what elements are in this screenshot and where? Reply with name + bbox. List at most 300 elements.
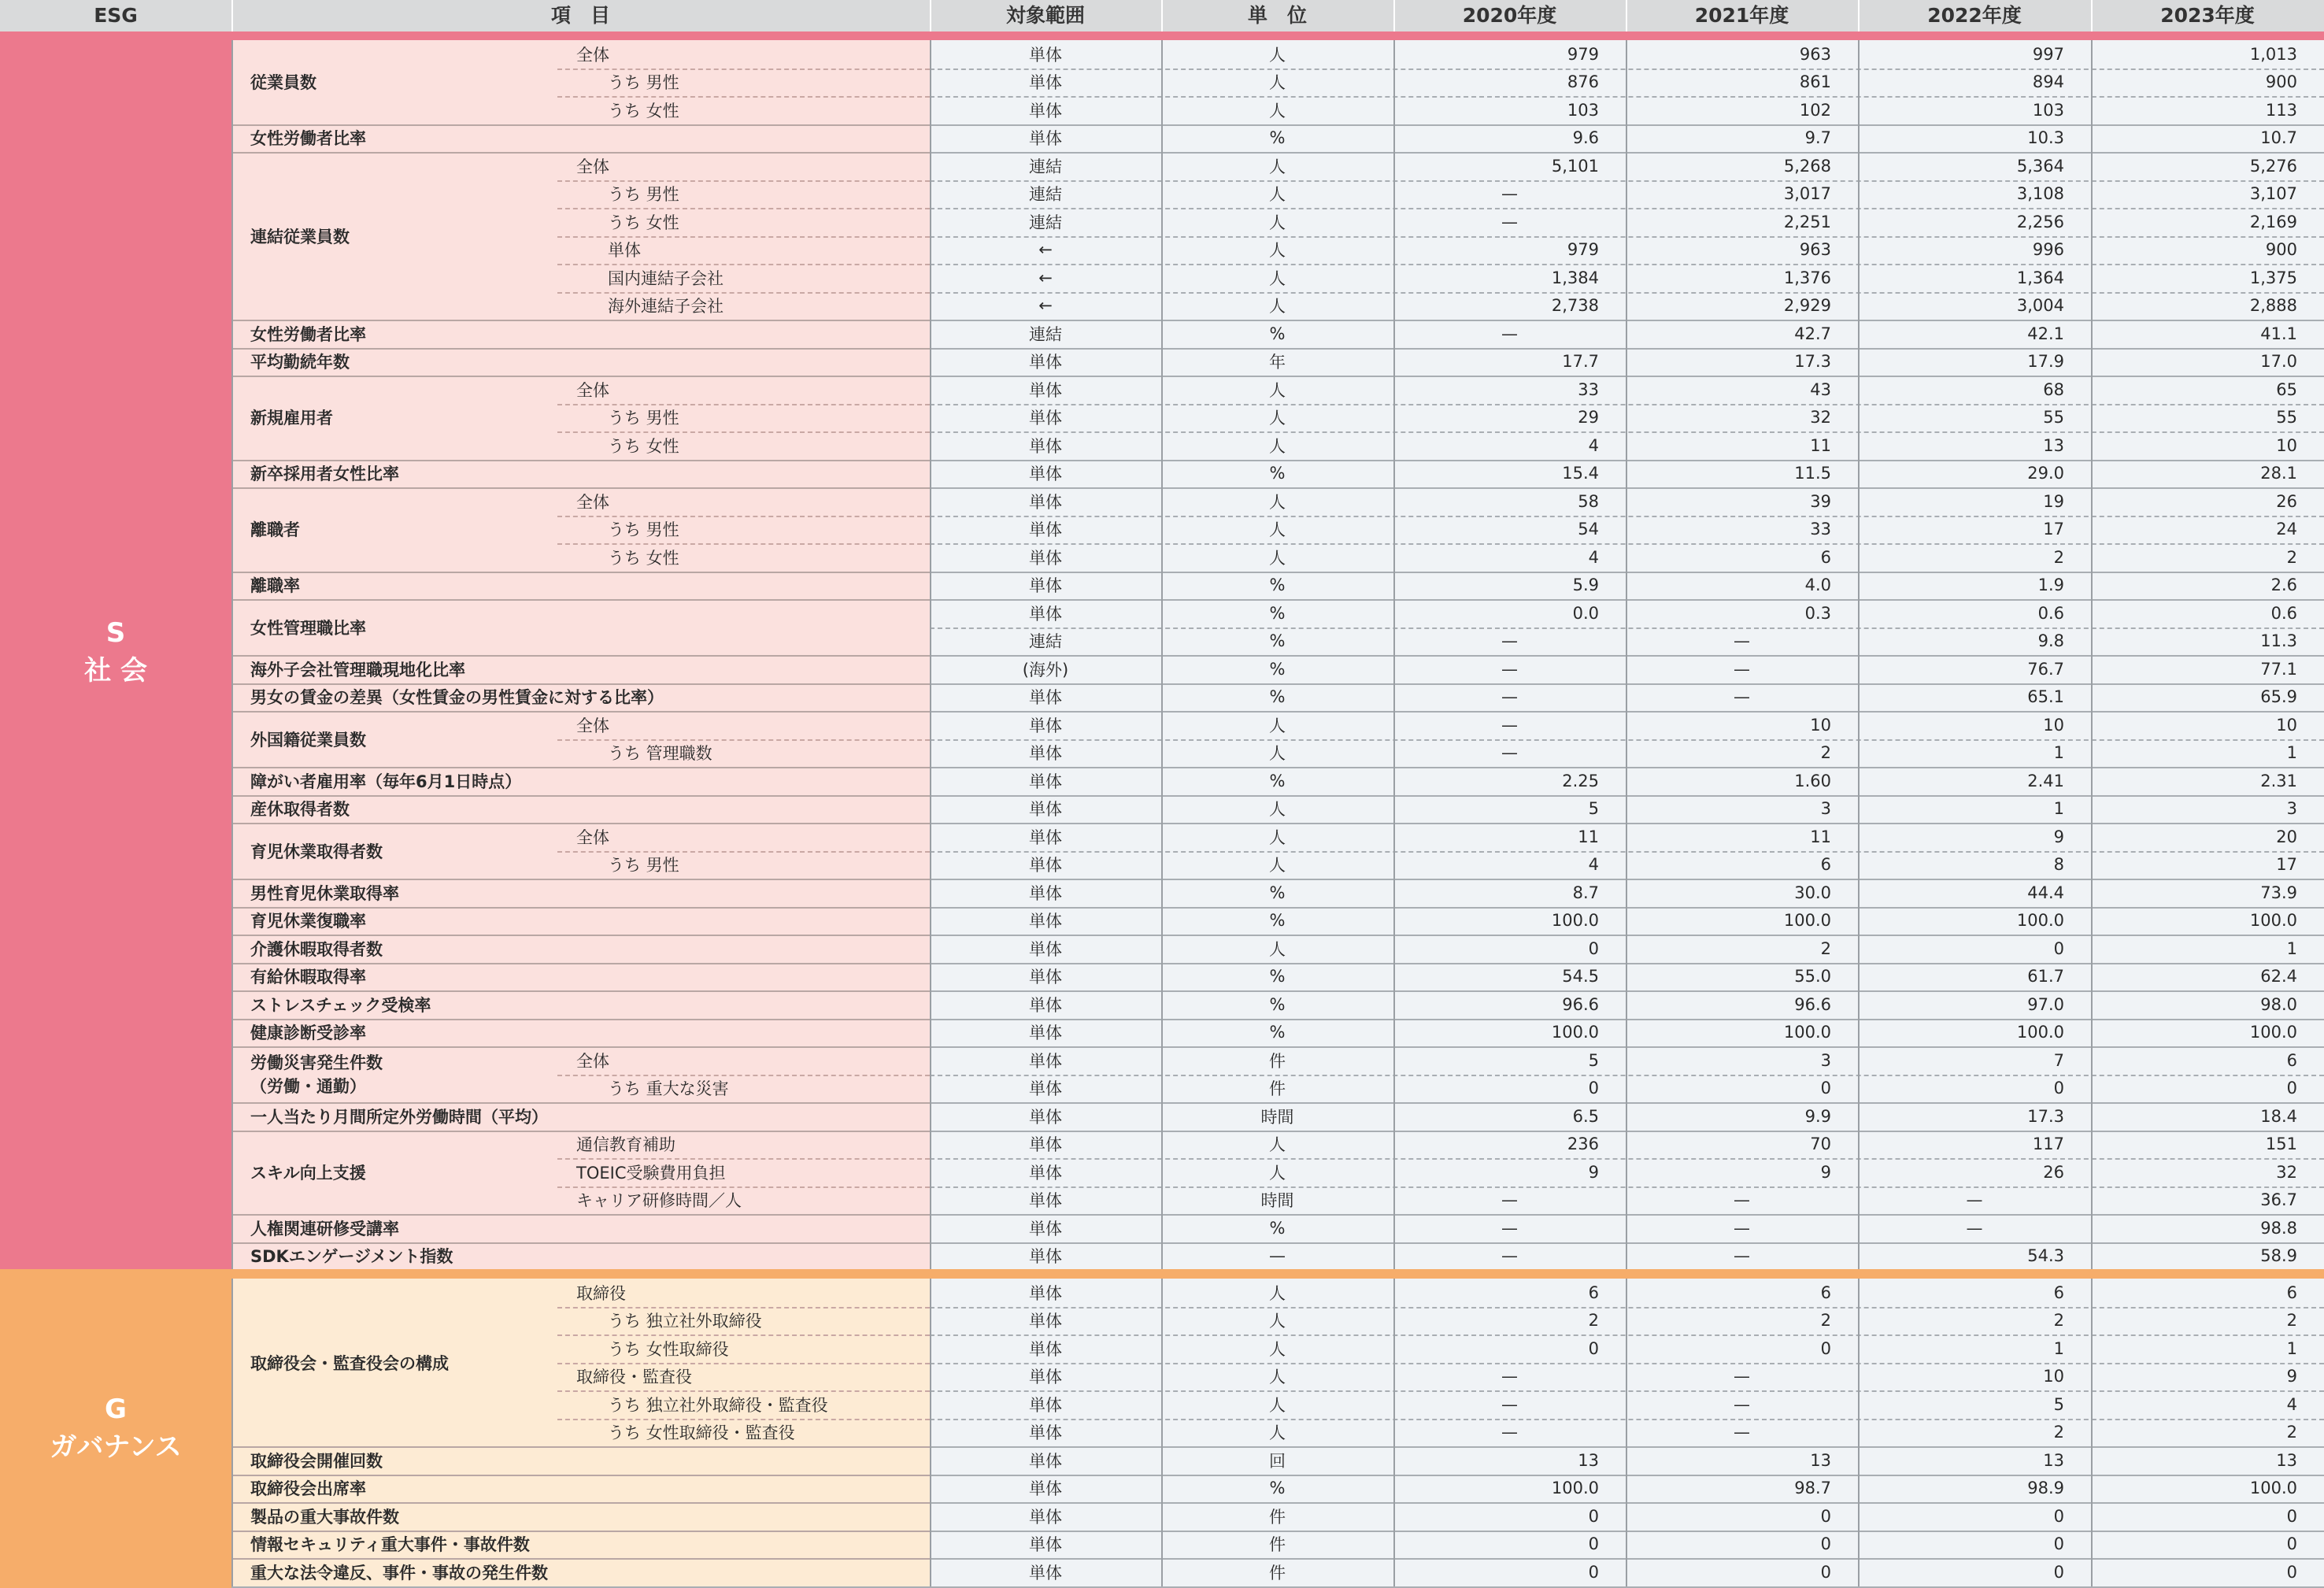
item-label: 育児休業復職率: [231, 907, 930, 935]
sub-item-label: 全体: [557, 152, 930, 180]
sub-item-label: 海外連結子会社: [557, 292, 930, 320]
value-cell-2021: 5,268: [1626, 152, 1858, 180]
value-cell-2021: 2,251: [1626, 208, 1858, 236]
esg-letter: S: [105, 616, 126, 649]
esg-section-S: [0, 31, 231, 1272]
value-cell-2021: 55.0: [1626, 963, 1858, 991]
scope-cell: 単体: [930, 1214, 1161, 1242]
value-cell-2020: 9.6: [1393, 124, 1626, 153]
unit-cell: %: [1161, 907, 1393, 935]
value-cell-2022: 10: [1858, 711, 2091, 739]
unit-cell: 回: [1161, 1446, 1393, 1475]
value-cell-2023: 32: [2091, 1158, 2324, 1186]
value-cell-2020: —: [1393, 1186, 1626, 1215]
value-cell-2023: 28.1: [2091, 460, 2324, 488]
item-label: 女性管理職比率: [231, 599, 930, 655]
value-cell-2022: 1,364: [1858, 264, 2091, 292]
scope-cell: 単体: [930, 851, 1161, 879]
value-cell-2021: 10: [1626, 711, 1858, 739]
item-label: 新規雇用者: [231, 376, 557, 460]
value-cell-2022: 13: [1858, 431, 2091, 460]
value-cell-2021: 0: [1626, 1075, 1858, 1103]
value-cell-2023: 0: [2091, 1531, 2324, 1559]
value-cell-2021: 11.5: [1626, 460, 1858, 488]
value-cell-2022: 103: [1858, 96, 2091, 124]
value-cell-2022: 0.6: [1858, 599, 2091, 627]
item-label: 重大な法令違反、事件・事故の発生件数: [231, 1558, 930, 1586]
sub-item-label: うち 女性: [557, 96, 930, 124]
value-cell-2023: 100.0: [2091, 1019, 2324, 1047]
unit-cell: 人: [1161, 236, 1393, 265]
value-cell-2020: —: [1393, 683, 1626, 712]
scope-cell: 単体: [930, 404, 1161, 432]
value-cell-2022: 100.0: [1858, 1019, 2091, 1047]
scope-cell: (海外): [930, 655, 1161, 683]
unit-cell: 件: [1161, 1502, 1393, 1531]
scope-cell: ←: [930, 292, 1161, 320]
value-cell-2023: 62.4: [2091, 963, 2324, 991]
scope-cell: 単体: [930, 823, 1161, 851]
value-cell-2023: 4: [2091, 1390, 2324, 1419]
value-cell-2023: 41.1: [2091, 320, 2324, 348]
header-esg: ESG: [94, 4, 138, 27]
unit-cell: 件: [1161, 1558, 1393, 1586]
scope-cell: 単体: [930, 1531, 1161, 1559]
scope-cell: 単体: [930, 935, 1161, 963]
item-label: 離職率: [231, 572, 930, 600]
value-cell-2021: 43: [1626, 376, 1858, 404]
value-cell-2020: 9: [1393, 1158, 1626, 1186]
value-cell-2023: 2,888: [2091, 292, 2324, 320]
value-cell-2023: 2: [2091, 543, 2324, 572]
value-cell-2020: 2: [1393, 1307, 1626, 1335]
value-cell-2023: 58.9: [2091, 1242, 2324, 1271]
value-cell-2022: 0: [1858, 1502, 2091, 1531]
unit-cell: 人: [1161, 376, 1393, 404]
sub-item-label: 取締役・監査役: [557, 1363, 930, 1391]
scope-cell: 単体: [930, 739, 1161, 768]
header-2022: 2022年度: [1927, 4, 2022, 27]
value-cell-2021: 2,929: [1626, 292, 1858, 320]
item-label: 従業員数: [231, 40, 557, 124]
value-cell-2020: 100.0: [1393, 1019, 1626, 1047]
value-cell-2022: 29.0: [1858, 460, 2091, 488]
value-cell-2023: 100.0: [2091, 1475, 2324, 1503]
value-cell-2021: 9.9: [1626, 1102, 1858, 1131]
value-cell-2020: —: [1393, 1214, 1626, 1242]
value-cell-2022: 8: [1858, 851, 2091, 879]
scope-cell: 単体: [930, 40, 1161, 68]
value-cell-2023: 65: [2091, 376, 2324, 404]
scope-cell: 単体: [930, 1502, 1161, 1531]
unit-cell: 人: [1161, 96, 1393, 124]
scope-cell: 単体: [930, 96, 1161, 124]
scope-cell: 単体: [930, 68, 1161, 97]
header-2020: 2020年度: [1462, 4, 1557, 27]
value-cell-2022: 1.9: [1858, 572, 2091, 600]
unit-cell: 人: [1161, 487, 1393, 516]
value-cell-2022: 9.8: [1858, 627, 2091, 656]
value-cell-2021: 861: [1626, 68, 1858, 97]
value-cell-2022: 44.4: [1858, 879, 2091, 907]
sub-item-label: 通信教育補助: [557, 1131, 930, 1159]
value-cell-2021: 100.0: [1626, 1019, 1858, 1047]
value-cell-2020: 5: [1393, 795, 1626, 824]
value-cell-2021: 6: [1626, 1279, 1858, 1307]
scope-cell: 単体: [930, 1475, 1161, 1503]
scope-cell: 単体: [930, 683, 1161, 712]
value-cell-2022: 3,108: [1858, 180, 2091, 209]
unit-cell: 人: [1161, 851, 1393, 879]
unit-cell: 人: [1161, 152, 1393, 180]
value-cell-2020: —: [1393, 1363, 1626, 1391]
scope-cell: 単体: [930, 1242, 1161, 1271]
sub-item-label: 取締役: [557, 1279, 930, 1307]
item-label: 連結従業員数: [231, 152, 557, 320]
value-cell-2023: 2: [2091, 1307, 2324, 1335]
scope-cell: 単体: [930, 767, 1161, 795]
value-cell-2020: 11: [1393, 823, 1626, 851]
value-cell-2020: 0: [1393, 1531, 1626, 1559]
value-cell-2021: 0.3: [1626, 599, 1858, 627]
unit-cell: 人: [1161, 1279, 1393, 1307]
value-cell-2023: 73.9: [2091, 879, 2324, 907]
value-cell-2020: 979: [1393, 236, 1626, 265]
value-cell-2020: 15.4: [1393, 460, 1626, 488]
header-2021: 2021年度: [1694, 4, 1789, 27]
value-cell-2022: 117: [1858, 1131, 2091, 1159]
sub-item-label: TOEIC受験費用負担: [557, 1158, 930, 1186]
item-label: 取締役会出席率: [231, 1475, 930, 1503]
item-label: ストレスチェック受検率: [231, 990, 930, 1019]
value-cell-2021: 2: [1626, 935, 1858, 963]
unit-cell: 人: [1161, 823, 1393, 851]
value-cell-2020: 0: [1393, 1558, 1626, 1586]
unit-cell: 人: [1161, 180, 1393, 209]
value-cell-2022: 13: [1858, 1446, 2091, 1475]
unit-cell: 人: [1161, 1363, 1393, 1391]
item-label: 人権関連研修受講率: [231, 1214, 930, 1242]
value-cell-2021: 13: [1626, 1446, 1858, 1475]
value-cell-2022: 0: [1858, 935, 2091, 963]
unit-cell: 人: [1161, 264, 1393, 292]
sub-item-label: 全体: [557, 376, 930, 404]
item-label: 女性労働者比率: [231, 320, 930, 348]
value-cell-2022: 3,004: [1858, 292, 2091, 320]
value-cell-2022: 2: [1858, 543, 2091, 572]
value-cell-2020: 0: [1393, 1075, 1626, 1103]
value-cell-2021: —: [1626, 655, 1858, 683]
value-cell-2022: 97.0: [1858, 990, 2091, 1019]
value-cell-2022: 0: [1858, 1531, 2091, 1559]
value-cell-2021: —: [1626, 1419, 1858, 1447]
value-cell-2021: —: [1626, 683, 1858, 712]
value-cell-2022: 1: [1858, 795, 2091, 824]
value-cell-2021: 70: [1626, 1131, 1858, 1159]
value-cell-2021: 11: [1626, 431, 1858, 460]
value-cell-2020: 54.5: [1393, 963, 1626, 991]
unit-cell: 人: [1161, 1419, 1393, 1447]
unit-cell: %: [1161, 655, 1393, 683]
item-label: 育児休業取得者数: [231, 823, 557, 879]
value-cell-2022: 996: [1858, 236, 2091, 265]
value-cell-2020: 4: [1393, 431, 1626, 460]
value-cell-2021: 11: [1626, 823, 1858, 851]
scope-cell: 単体: [930, 1363, 1161, 1391]
value-cell-2022: 997: [1858, 40, 2091, 68]
scope-cell: 単体: [930, 376, 1161, 404]
unit-cell: 人: [1161, 1158, 1393, 1186]
scope-cell: 単体: [930, 1046, 1161, 1075]
item-label: 健康診断受診率: [231, 1019, 930, 1047]
value-cell-2021: —: [1626, 1214, 1858, 1242]
value-cell-2021: —: [1626, 1186, 1858, 1215]
scope-cell: 単体: [930, 795, 1161, 824]
value-cell-2020: 1,384: [1393, 264, 1626, 292]
esg-label: ガバナンス: [50, 1431, 182, 1464]
value-cell-2023: 13: [2091, 1446, 2324, 1475]
unit-cell: 人: [1161, 404, 1393, 432]
value-cell-2022: 76.7: [1858, 655, 2091, 683]
unit-cell: %: [1161, 683, 1393, 712]
item-label: 男性育児休業取得率: [231, 879, 930, 907]
scope-cell: 単体: [930, 990, 1161, 1019]
value-cell-2022: 2.41: [1858, 767, 2091, 795]
value-cell-2022: 1: [1858, 1334, 2091, 1363]
item-label: 製品の重大事故件数: [231, 1502, 930, 1531]
unit-cell: 人: [1161, 795, 1393, 824]
unit-cell: 人: [1161, 543, 1393, 572]
value-cell-2021: 963: [1626, 236, 1858, 265]
value-cell-2022: —: [1858, 1186, 2091, 1215]
unit-cell: 人: [1161, 711, 1393, 739]
value-cell-2020: 58: [1393, 487, 1626, 516]
value-cell-2022: 100.0: [1858, 907, 2091, 935]
value-cell-2020: 6.5: [1393, 1102, 1626, 1131]
value-cell-2023: 2.31: [2091, 767, 2324, 795]
value-cell-2022: 42.1: [1858, 320, 2091, 348]
sub-item-label: 全体: [557, 1046, 930, 1075]
value-cell-2020: —: [1393, 1419, 1626, 1447]
item-label: 外国籍従業員数: [231, 711, 557, 767]
value-cell-2021: 1.60: [1626, 767, 1858, 795]
scope-cell: 単体: [930, 431, 1161, 460]
value-cell-2023: 36.7: [2091, 1186, 2324, 1215]
value-cell-2020: 0: [1393, 1334, 1626, 1363]
value-cell-2020: 2.25: [1393, 767, 1626, 795]
value-cell-2023: 6: [2091, 1279, 2324, 1307]
value-cell-2021: 102: [1626, 96, 1858, 124]
value-cell-2020: 236: [1393, 1131, 1626, 1159]
unit-cell: —: [1161, 1242, 1393, 1271]
value-cell-2023: 151: [2091, 1131, 2324, 1159]
value-cell-2022: 7: [1858, 1046, 2091, 1075]
value-cell-2023: 9: [2091, 1363, 2324, 1391]
sub-item-label: 全体: [557, 823, 930, 851]
item-label: 産休取得者数: [231, 795, 930, 824]
value-cell-2020: 103: [1393, 96, 1626, 124]
unit-cell: 人: [1161, 431, 1393, 460]
value-cell-2021: 32: [1626, 404, 1858, 432]
value-cell-2021: 9.7: [1626, 124, 1858, 153]
unit-cell: 人: [1161, 1334, 1393, 1363]
esg-section-G: [0, 1269, 231, 1588]
value-cell-2023: 1: [2091, 935, 2324, 963]
value-cell-2022: 55: [1858, 404, 2091, 432]
value-cell-2021: 963: [1626, 40, 1858, 68]
sub-item-label: うち 男性: [557, 404, 930, 432]
value-cell-2020: 979: [1393, 40, 1626, 68]
value-cell-2021: 0: [1626, 1558, 1858, 1586]
value-cell-2023: 0.6: [2091, 599, 2324, 627]
value-cell-2023: 100.0: [2091, 907, 2324, 935]
scope-cell: 単体: [930, 879, 1161, 907]
table-header: [0, 0, 2324, 32]
value-cell-2021: 98.7: [1626, 1475, 1858, 1503]
unit-cell: %: [1161, 124, 1393, 153]
sub-item-label: うち 女性: [557, 431, 930, 460]
unit-cell: 人: [1161, 40, 1393, 68]
value-cell-2023: 6: [2091, 1046, 2324, 1075]
value-cell-2022: 2: [1858, 1419, 2091, 1447]
sub-item-label: うち 独立社外取締役・監査役: [557, 1390, 930, 1419]
unit-cell: %: [1161, 767, 1393, 795]
item-label: 情報セキュリティ重大事件・事故件数: [231, 1531, 930, 1559]
scope-cell: 単体: [930, 516, 1161, 544]
value-cell-2023: 24: [2091, 516, 2324, 544]
sub-item-label: 全体: [557, 40, 930, 68]
value-cell-2021: —: [1626, 1390, 1858, 1419]
value-cell-2021: 3: [1626, 1046, 1858, 1075]
value-cell-2020: 0: [1393, 1502, 1626, 1531]
scope-cell: 単体: [930, 1131, 1161, 1159]
sub-item-label: うち 男性: [557, 851, 930, 879]
sub-item-label: うち 男性: [557, 68, 930, 97]
value-cell-2022: 5: [1858, 1390, 2091, 1419]
unit-cell: %: [1161, 572, 1393, 600]
value-cell-2022: 6: [1858, 1279, 2091, 1307]
value-cell-2021: 4.0: [1626, 572, 1858, 600]
value-cell-2021: 9: [1626, 1158, 1858, 1186]
scope-cell: 単体: [930, 599, 1161, 627]
section-band-G: [0, 1269, 2324, 1279]
item-label: SDKエンゲージメント指数: [231, 1242, 930, 1271]
value-cell-2023: 17: [2091, 851, 2324, 879]
value-cell-2023: 98.8: [2091, 1214, 2324, 1242]
item-label: 有給休暇取得率: [231, 963, 930, 991]
value-cell-2021: 2: [1626, 1307, 1858, 1335]
sub-item-label: うち 女性: [557, 543, 930, 572]
value-cell-2020: —: [1393, 655, 1626, 683]
value-cell-2020: 0.0: [1393, 599, 1626, 627]
item-label-line1: 労働災害発生件数: [250, 1053, 383, 1072]
value-cell-2023: 17.0: [2091, 348, 2324, 376]
scope-cell: ←: [930, 264, 1161, 292]
unit-cell: 人: [1161, 1390, 1393, 1419]
item-label: 新卒採用者女性比率: [231, 460, 930, 488]
value-cell-2020: 29: [1393, 404, 1626, 432]
value-cell-2021: —: [1626, 1363, 1858, 1391]
scope-cell: 単体: [930, 1558, 1161, 1586]
scope-cell: 連結: [930, 180, 1161, 209]
value-cell-2021: 17.3: [1626, 348, 1858, 376]
esg-letter: G: [105, 1394, 127, 1426]
value-cell-2023: 10.7: [2091, 124, 2324, 153]
value-cell-2021: 39: [1626, 487, 1858, 516]
value-cell-2023: 20: [2091, 823, 2324, 851]
value-cell-2023: 5,276: [2091, 152, 2324, 180]
sub-item-label: うち 独立社外取締役: [557, 1307, 930, 1335]
value-cell-2020: 4: [1393, 851, 1626, 879]
sub-item-label: うち 重大な災害: [557, 1075, 930, 1103]
value-cell-2023: 900: [2091, 68, 2324, 97]
value-cell-2020: —: [1393, 1242, 1626, 1271]
item-label-line2: （労働・通勤）: [250, 1076, 366, 1096]
value-cell-2020: —: [1393, 208, 1626, 236]
value-cell-2022: 54.3: [1858, 1242, 2091, 1271]
value-cell-2023: 2,169: [2091, 208, 2324, 236]
value-cell-2021: 42.7: [1626, 320, 1858, 348]
value-cell-2022: 10.3: [1858, 124, 2091, 153]
value-cell-2020: —: [1393, 739, 1626, 768]
esg-label: 社 会: [84, 654, 147, 687]
value-cell-2020: 100.0: [1393, 907, 1626, 935]
unit-cell: 時間: [1161, 1186, 1393, 1215]
value-cell-2023: 77.1: [2091, 655, 2324, 683]
value-cell-2022: 10: [1858, 1363, 2091, 1391]
unit-cell: %: [1161, 879, 1393, 907]
scope-cell: 単体: [930, 460, 1161, 488]
value-cell-2021: 100.0: [1626, 907, 1858, 935]
value-cell-2023: 113: [2091, 96, 2324, 124]
scope-cell: 単体: [930, 711, 1161, 739]
sub-item-label: 全体: [557, 711, 930, 739]
scope-cell: 単体: [930, 348, 1161, 376]
scope-cell: 単体: [930, 1186, 1161, 1215]
item-label: [231, 1046, 557, 1102]
scope-cell: 連結: [930, 320, 1161, 348]
unit-cell: 件: [1161, 1531, 1393, 1559]
sub-item-label: うち 男性: [557, 516, 930, 544]
value-cell-2020: 5: [1393, 1046, 1626, 1075]
scope-cell: 単体: [930, 1390, 1161, 1419]
scope-cell: 単体: [930, 1334, 1161, 1363]
scope-cell: 単体: [930, 1075, 1161, 1103]
unit-cell: 時間: [1161, 1102, 1393, 1131]
value-cell-2020: —: [1393, 1390, 1626, 1419]
value-cell-2021: 0: [1626, 1502, 1858, 1531]
value-cell-2022: 17.3: [1858, 1102, 2091, 1131]
unit-cell: %: [1161, 1019, 1393, 1047]
scope-cell: 単体: [930, 1102, 1161, 1131]
unit-cell: 人: [1161, 208, 1393, 236]
item-label: 取締役会開催回数: [231, 1446, 930, 1475]
unit-cell: 人: [1161, 1131, 1393, 1159]
value-cell-2020: —: [1393, 320, 1626, 348]
scope-cell: 単体: [930, 487, 1161, 516]
value-cell-2021: 30.0: [1626, 879, 1858, 907]
sub-item-label: うち 管理職数: [557, 739, 930, 768]
unit-cell: 件: [1161, 1046, 1393, 1075]
unit-cell: 件: [1161, 1075, 1393, 1103]
value-cell-2020: 4: [1393, 543, 1626, 572]
sub-item-label: 単体: [557, 236, 930, 265]
unit-cell: 人: [1161, 68, 1393, 97]
value-cell-2021: 3,017: [1626, 180, 1858, 209]
value-cell-2020: 54: [1393, 516, 1626, 544]
scope-cell: 単体: [930, 1307, 1161, 1335]
scope-cell: 単体: [930, 907, 1161, 935]
